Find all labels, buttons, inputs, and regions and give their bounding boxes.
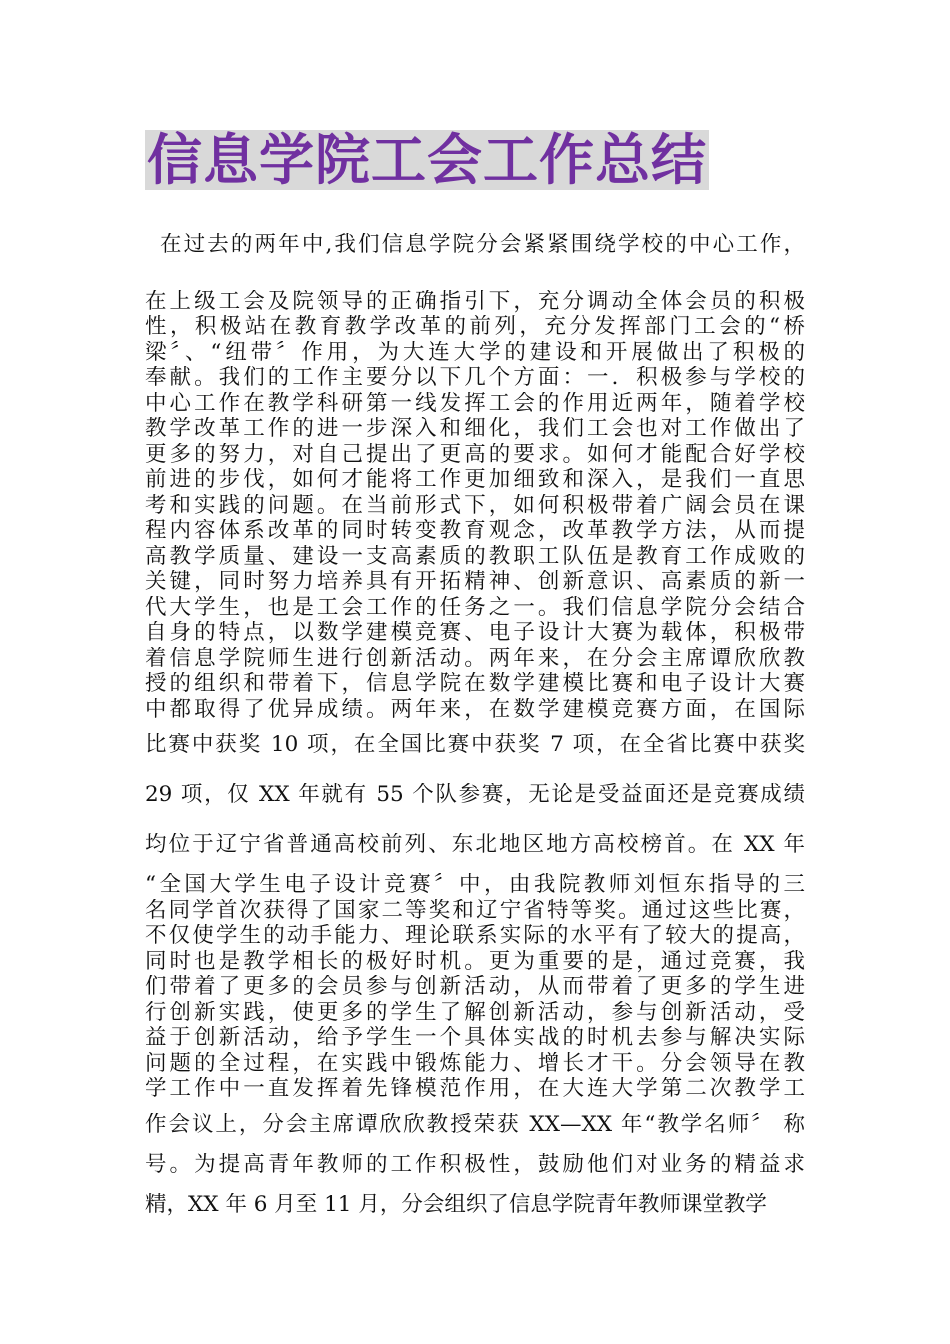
body-line: 同时也是教学相长的极好时机。更为重要的是，通过竞赛，我: [145, 950, 805, 974]
body-line: 29 项，仅 XX 年就有 55 个队参赛，无论是受益面还是竞赛成绩: [145, 783, 805, 807]
body-line: 学工作中一直发挥着先锋模范作用，在大连大学第二次教学工: [145, 1077, 805, 1101]
body-line: 自身的特点，以数学建模竞赛、电子设计大赛为载体，积极带: [145, 621, 805, 645]
body-line: 问题的全过程，在实践中锻炼能力、增长才干。分会领导在教: [145, 1052, 805, 1076]
body-line: 行创新实践，使更多的学生了解创新活动，参与创新活动，受: [145, 1001, 805, 1025]
body-line: 们带着了更多的会员参与创新活动，从而带着了更多的学生进: [145, 975, 805, 999]
body-line: 中都取得了优异成绩。两年来，在数学建模竞赛方面，在国际: [145, 698, 805, 722]
body-line: 益于创新活动，给予学生一个具体实战的时机去参与解决实际: [145, 1026, 805, 1050]
body-line: 在过去的两年中,我们信息学院分会紧紧围绕学校的中心工作，: [160, 233, 805, 257]
body-line: 性，积极站在教育教学改革的前列，充分发挥部门工会的“桥: [145, 315, 805, 339]
body-line: 梁〞、“纽带〞作用，为大连大学的建设和开展做出了积极的: [145, 341, 805, 365]
body-line: 作会议上，分会主席谭欣欣教授荣获 XX—XX 年“教学名师〞 称: [145, 1113, 805, 1137]
body-line: 授的组织和带着下，信息学院在数学建模比赛和电子设计大赛: [145, 672, 805, 696]
body-line: 代大学生，也是工会工作的任务之一。我们信息学院分会结合: [145, 596, 805, 620]
body-line: 关键，同时努力培养具有开拓精神、创新意识、高素质的新一: [145, 570, 805, 594]
body-line: 奉献。我们的工作主要分以下几个方面：一．积极参与学校的: [145, 366, 805, 390]
body-line: 教学改革工作的进一步深入和细化，我们工会也对工作做出了: [145, 417, 805, 441]
body-line: 考和实践的问题。在当前形式下，如何积极带着广阔会员在课: [145, 494, 805, 518]
body-line: “全国大学生电子设计竞赛〞中，由我院教师刘恒东指导的三: [145, 873, 805, 897]
body-line: 名同学首次获得了国家二等奖和辽宁省特等奖。通过这些比赛，: [145, 899, 805, 923]
body-line: 精，XX 年 6 月至 11 月，分会组织了信息学院青年教师课堂教学: [145, 1193, 767, 1217]
body-line: 高教学质量、建设一支高素质的教职工队伍是教育工作成败的: [145, 545, 805, 569]
body-line: 程内容体系改革的同时转变教育观念，改革教学方法，从而提: [145, 519, 805, 543]
body-line: 着信息学院师生进行创新活动。两年来，在分会主席谭欣欣教: [145, 647, 805, 671]
document-title: 信息学院工会工作总结: [147, 128, 708, 192]
body-line: 中心工作在教学科研第一线发挥工会的作用近两年，随着学校: [145, 392, 805, 416]
body-line: 比赛中获奖 10 项，在全国比赛中获奖 7 项，在全省比赛中获奖: [145, 733, 805, 757]
body-line: 更多的努力，对自己提出了更高的要求。如何才能配合好学校: [145, 443, 805, 467]
body-line: 前进的步伐，如何才能将工作更加细致和深入，是我们一直思: [145, 468, 805, 492]
body-line: 均位于辽宁省普通高校前列、东北地区地方高校榜首。在 XX 年: [145, 833, 805, 857]
body-line: 号。为提高青年教师的工作积极性，鼓励他们对业务的精益求: [145, 1153, 805, 1177]
body-line: 在上级工会及院领导的正确指引下，充分调动全体会员的积极: [145, 290, 805, 314]
body-line: 不仅使学生的动手能力、理论联系实际的水平有了较大的提高，: [145, 924, 805, 948]
